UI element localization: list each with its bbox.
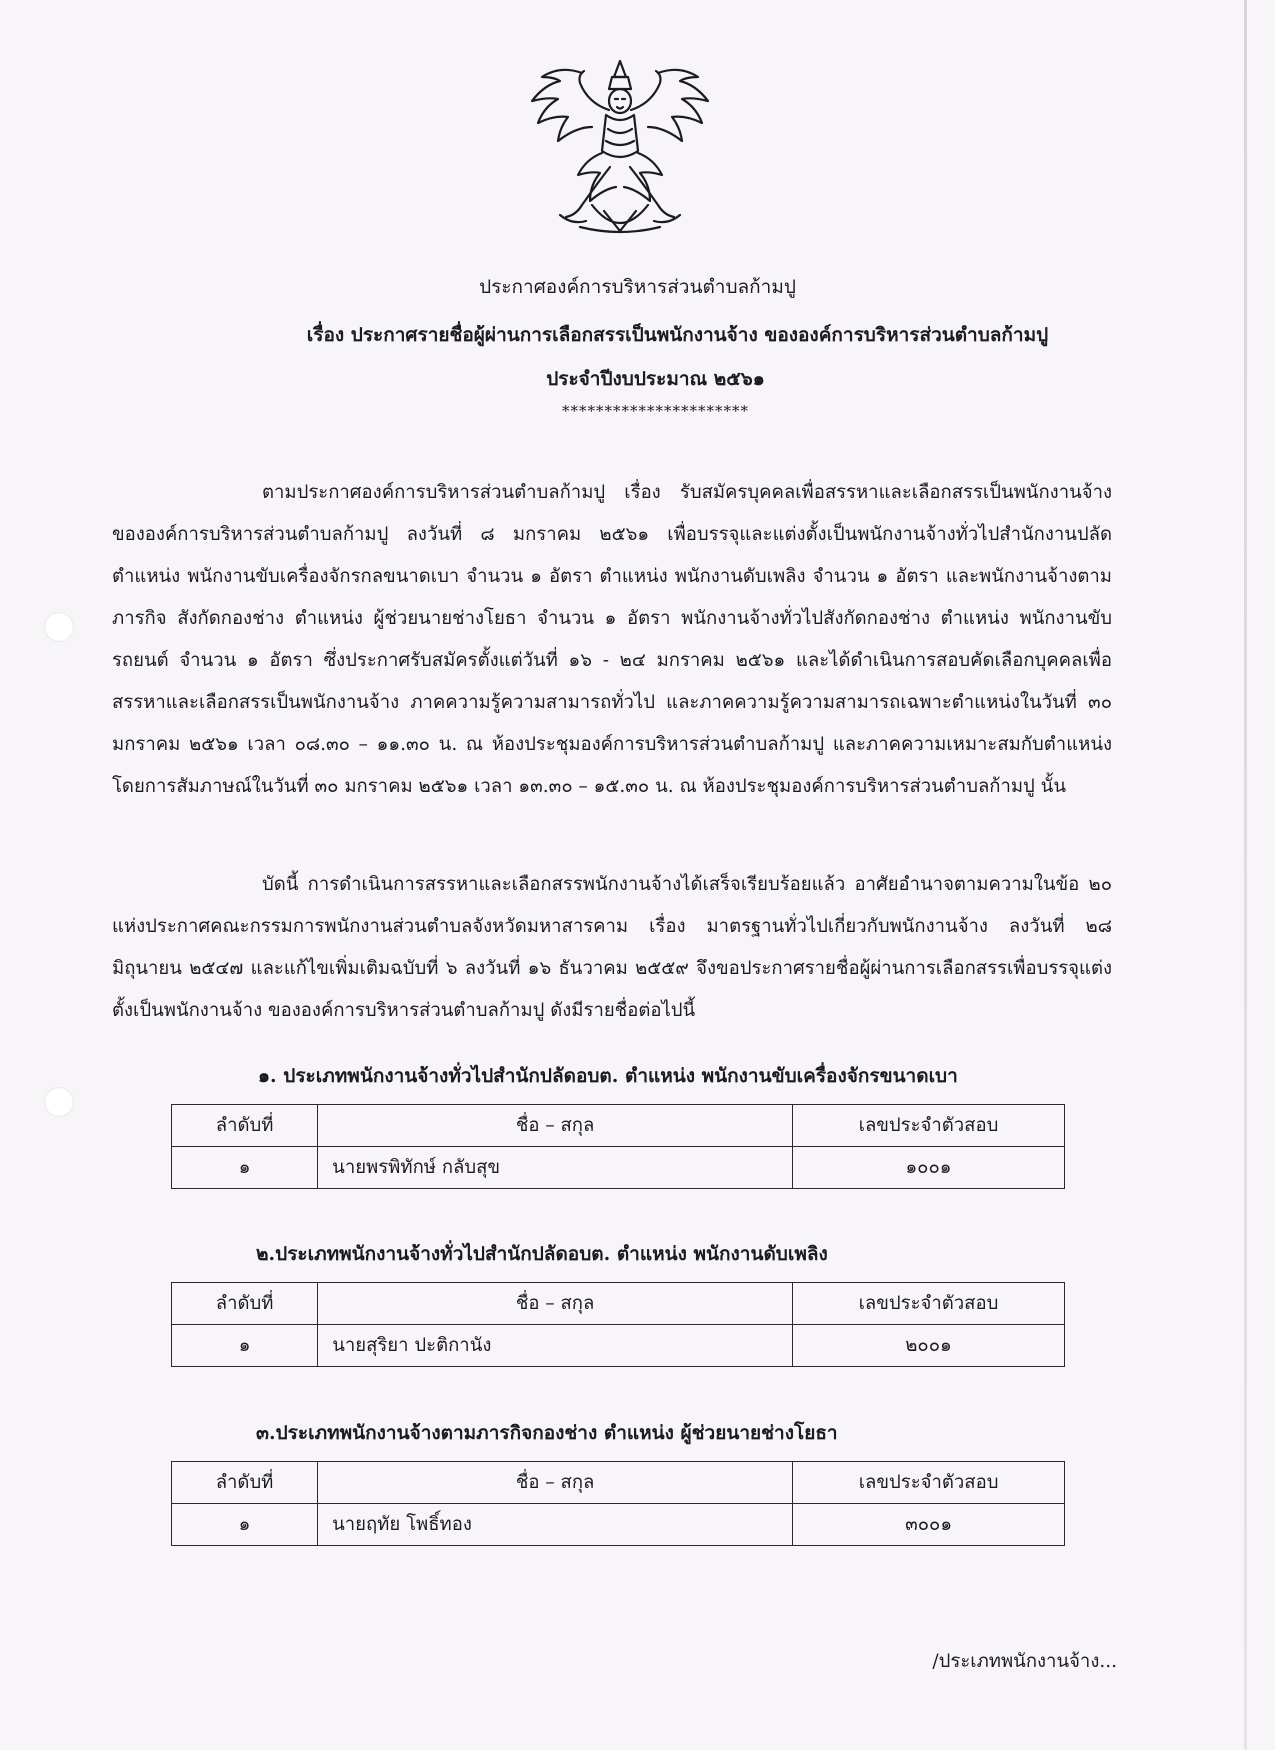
punch-hole-bottom <box>44 1087 74 1117</box>
separator-line: ********************** <box>562 402 749 420</box>
garuda-emblem-icon <box>520 55 720 245</box>
column-header-exam-id: เลขประจำตัวสอบ <box>792 1283 1064 1325</box>
table-header-row <box>172 1283 1065 1325</box>
table-row <box>172 1147 1065 1189</box>
column-header-no: ลำดับที่ <box>172 1283 318 1325</box>
column-header-name: ชื่อ – สกุล <box>318 1283 793 1325</box>
section-2-heading: ๒.ประเภทพนักงานจ้างทั่วไปสำนักปลัดอบต. ตำแหน่ง พนักงานดับเพลิง <box>256 1243 828 1265</box>
announcement-subject: เรื่อง ประกาศรายชื่อผู้ผ่านการเลือกสรรเป็นพนักงานจ้าง ขององค์การบริหารส่วนตำบลก้ามปู <box>306 324 1049 346</box>
section-2-table <box>171 1282 1065 1367</box>
body-paragraph-2: บัดนี้ การดำเนินการสรรหาและเลือกสรรพนักงานจ้างได้เสร็จเรียบร้อยแล้ว อาศัยอำนาจตามความในข้อ ๒๐ แห่งประกาศคณะกรรมการพนักงานส่วนตำบลจังหวัดมหาสารคาม เรื่อง มาตรฐานทั่วไปเกี่ยวกับพนักงานจ้าง ลงวันที่ ๒๘ มิถุนายน ๒๕๔๗ และแก้ไขเพิ่มเติมฉบับที่ ๖ ลงวันที่ ๑๖ ธันวาคม ๒๕๕๙ จึงขอประกาศรายชื่อผู้ผ่านการเลือกสรรเพื่อบรรจุแต่งตั้งเป็นพนักงานจ้าง ขององค์การบริหารส่วนตำบลก้ามปู ดังมีรายชื่อต่อไปนี้ <box>112 874 1112 1021</box>
column-header-no: ลำดับที่ <box>172 1462 318 1504</box>
column-header-name: ชื่อ – สกุล <box>318 1105 793 1147</box>
column-header-exam-id: เลขประจำตัวสอบ <box>792 1105 1064 1147</box>
row-no: ๑ <box>172 1325 318 1367</box>
row-no: ๑ <box>172 1147 318 1189</box>
table-row <box>172 1325 1065 1367</box>
row-no: ๑ <box>172 1504 318 1546</box>
row-name: นายพรพิทักษ์ กลับสุข <box>318 1147 793 1189</box>
row-name: นายฤทัย โพธิ์ทอง <box>318 1504 793 1546</box>
page-edge <box>1244 0 1247 1750</box>
row-name: นายสุริยา ปะติกานัง <box>318 1325 793 1367</box>
row-exam-id: ๑๐๐๑ <box>792 1147 1064 1189</box>
punch-hole-top <box>44 612 74 642</box>
column-header-name: ชื่อ – สกุล <box>318 1462 793 1504</box>
section-1-table <box>171 1104 1065 1189</box>
column-header-exam-id: เลขประจำตัวสอบ <box>793 1462 1065 1504</box>
announcement-title: ประกาศองค์การบริหารส่วนตำบลก้ามปู <box>479 276 796 298</box>
section-1-heading: ๑. ประเภทพนักงานจ้างทั่วไปสำนักปลัดอบต. ตำแหน่ง พนักงานขับเครื่องจักรขนาดเบา <box>258 1065 958 1087</box>
fiscal-year: ประจำปีงบประมาณ ๒๕๖๑ <box>546 368 765 390</box>
row-exam-id: ๒๐๐๑ <box>792 1325 1064 1367</box>
table-header-row <box>172 1105 1065 1147</box>
section-3-heading: ๓.ประเภทพนักงานจ้างตามภารกิจกองช่าง ตำแหน่ง ผู้ช่วยนายช่างโยธา <box>256 1422 838 1444</box>
table-row <box>172 1504 1065 1546</box>
body-paragraph-1: ตามประกาศองค์การบริหารส่วนตำบลก้ามปู เรื่อง รับสมัครบุคคลเพื่อสรรหาและเลือกสรรเป็นพนักงานจ้างขององค์การบริหารส่วนตำบลก้ามปู ลงวันที่ ๘ มกราคม ๒๕๖๑ เพื่อบรรจุและแต่งตั้งเป็นพนักงานจ้างทั่วไปสำนักงานปลัด ตำแหน่ง พนักงานขับเครื่องจักรกลขนาดเบา จำนวน ๑ อัตรา ตำแหน่ง พนักงานดับเพลิง จำนวน ๑ อัตรา และพนักงานจ้างตามภารกิจ สังกัดกองช่าง ตำแหน่ง ผู้ช่วยนายช่างโยธา จำนวน ๑ อัตรา พนักงานจ้างทั่วไปสังกัดกองช่าง ตำแหน่ง พนักงานขับรถยนต์ จำนวน ๑ อัตรา ซึ่งประกาศรับสมัครตั้งแต่วันที่ ๑๖ - ๒๔ มกราคม ๒๕๖๑ และได้ดำเนินการสอบคัดเลือกบุคคลเพื่อสรรหาและเลือกสรรเป็นพนักงานจ้าง ภาคความรู้ความสามารถทั่วไป และภาคความรู้ความสามารถเฉพาะตำแหน่งในวันที่ ๓๐ มกราคม ๒๕๖๑ เวลา ๐๘.๓๐ – ๑๑.๓๐ น. ณ ห้องประชุมองค์การบริหารส่วนตำบลก้ามปู และภาคความเหมาะสมกับตำแหน่ง โดยการสัมภาษณ์ในวันที่ ๓๐ มกราคม ๒๕๖๑ เวลา ๑๓.๓๐ – ๑๕.๓๐ น. ณ ห้องประชุมองค์การบริหารส่วนตำบลก้ามปู นั้น <box>112 482 1112 797</box>
row-exam-id: ๓๐๐๑ <box>793 1504 1065 1546</box>
section-3-table <box>171 1461 1065 1546</box>
table-header-row <box>172 1462 1065 1504</box>
continuation-note: /ประเภทพนักงานจ้าง... <box>932 1651 1117 1672</box>
column-header-no: ลำดับที่ <box>172 1105 318 1147</box>
